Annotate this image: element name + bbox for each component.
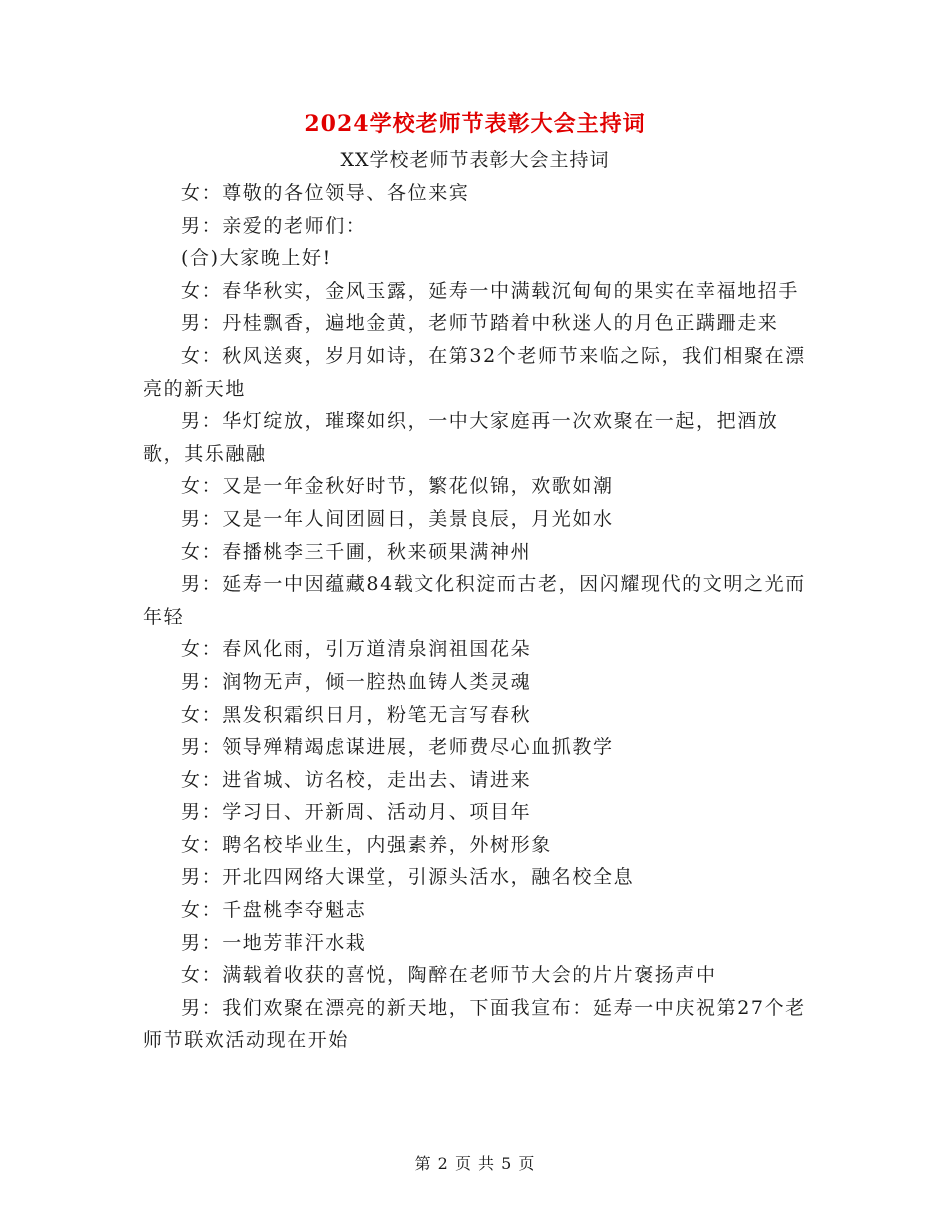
page-number: 第 2 页 共 5 页 [414, 1154, 536, 1173]
paragraph: 男：又是一年人间团圆日，美景良辰，月光如水 [181, 507, 614, 530]
paragraph: 女：满载着收获的喜悦，陶醉在老师节大会的片片褒扬声中 [181, 964, 717, 987]
paragraph: 女：黑发积霜织日月，粉笔无言写春秋 [181, 703, 532, 726]
paragraph: 女：春风化雨，引万道清泉润祖国花朵 [181, 638, 532, 661]
paragraph: 男：领导殚精竭虑谋进展，老师费尽心血抓教学 [181, 736, 614, 759]
paragraph: 女：进省城、访名校，走出去、请进来 [181, 768, 532, 791]
paragraph: 女：尊敬的各位领导、各位来宾 [181, 182, 470, 204]
document-subtitle: XX学校老师节表彰大会主持词 [340, 149, 610, 171]
page-footer [0, 1150, 950, 1178]
paragraph: 男：润物无声，倾一腔热血铸人类灵魂 [181, 670, 532, 693]
paragraph: 男：学习日、开新周、活动月、项目年 [181, 801, 532, 824]
paragraph: 女：春播桃李三千圃，秋来硕果满神州 [181, 540, 532, 563]
document-title: 2024学校老师节表彰大会主持词 [304, 111, 646, 137]
paragraph: 女：千盘桃李夺魁志 [181, 899, 367, 922]
paragraph: 男：延寿一中因蕴藏84载文化积淀而古老，因闪耀现代的文明之光而年轻 [143, 573, 806, 628]
document-body [143, 177, 808, 1057]
paragraph: 男：华灯绽放，璀璨如织，一中大家庭再一次欢聚在一起，把酒放歌，其乐融融 [143, 410, 779, 465]
paragraph: 男：开北四网络大课堂，引源头活水，融名校全息 [181, 866, 635, 889]
paragraph: 男：一地芳菲汗水栽 [181, 931, 367, 954]
paragraph: 男：丹桂飘香，遍地金黄，老师节踏着中秋迷人的月色正蹒跚走来 [181, 312, 779, 335]
paragraph: 男：亲爱的老师们： [181, 214, 367, 237]
paragraph: 女：秋风送爽，岁月如诗，在第32个老师节来临之际，我们相聚在漂亮的新天地 [143, 344, 806, 400]
paragraph: 女：春华秋实，金风玉露，延寿一中满载沉甸甸的果实在幸福地招手 [181, 279, 800, 302]
paragraph: (合)大家晚上好! [181, 247, 332, 270]
paragraph: 女：又是一年金秋好时节，繁花似锦，欢歌如潮 [181, 475, 614, 498]
paragraph: 女：聘名校毕业生，内强素养，外树形象 [181, 833, 552, 856]
paragraph: 男：我们欢聚在漂亮的新天地，下面我宣布：延寿一中庆祝第27个老师节联欢活动现在开始 [143, 996, 806, 1052]
